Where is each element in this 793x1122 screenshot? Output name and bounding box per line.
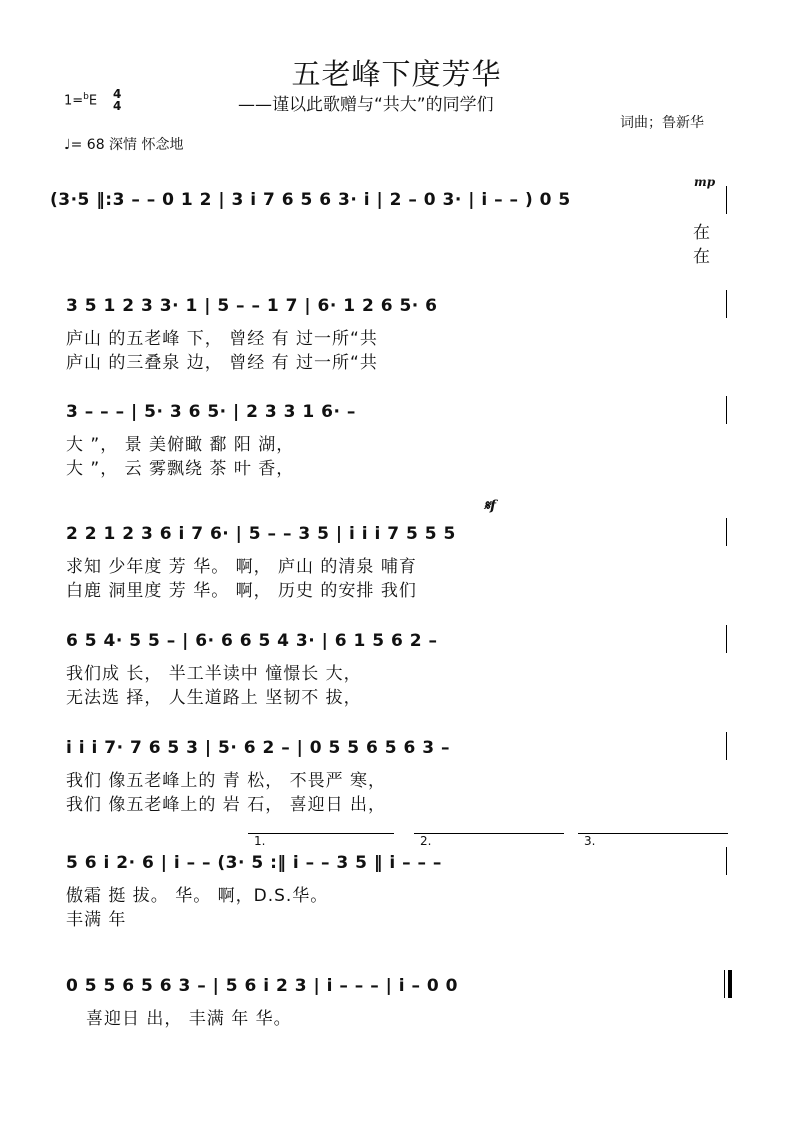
lyric-line-6a: 我们 像五老峰上的 青 松， 不畏严 寒， [66,771,387,791]
flat-sign: b [83,92,89,102]
lyric-line-6b: 我们 像五老峰上的 岩 石， 喜迎日 出， [66,795,387,815]
composer-credit: 词曲；鲁新华 [620,115,704,131]
barline [726,847,727,875]
notation-line-7: 5 6 i 2· 6 | i – – (3· 5 :‖ i – – 3 5 ‖ i – – – [66,853,442,873]
segno-forte-mark: 𝄋f [484,498,497,514]
barline [726,186,727,214]
lyric-line-7a: 傲霜 挺 拔。 华。 啊，D.S.华。 [66,886,329,906]
notation-line-5: 6 5 4· 5 5 – | 6· 6 6 5 4 3· | 6 1 5 6 2 – [66,631,438,651]
volta-bracket-1 [248,833,394,834]
song-subtitle: ——谨以此歌赠与“共大”的同学们 [238,95,494,115]
lyric-line-8: 喜迎日 出， 丰满 年 华。 [86,1009,292,1029]
lyric-line-7b: 丰满 年 [66,910,127,930]
notation-line-1: (3·5 ‖:3 – – 0 1 2 | 3 i 7 6 5 6 3· i | 2 – 0 3· | i – – ) 0 5 [50,190,571,210]
volta-label-3: 3. [584,834,596,848]
notation-line-6: i i i 7· 7 6 5 3 | 5· 6 2 – | 0 5 5 6 5 6 3 – [66,738,451,758]
notation-line-2: 3 5 1 2 3 3· 1 | 5 – – 1 7 | 6· 1 2 6 5· 6 [66,296,438,316]
final-barline-thick [728,970,732,998]
barline [726,625,727,653]
volta-bracket-3 [578,833,728,834]
barline [726,396,727,424]
lyric-line-2a: 庐山 的五老峰 下， 曾经 有 过一所“共 [66,329,378,349]
lyric-line-2b: 庐山 的三叠泉 边， 曾经 有 过一所“共 [66,353,378,373]
time-signature: 4 4 [113,87,122,113]
lyric-line-5b: 无法选 择， 人生道路上 坚韧不 拔， [66,688,362,708]
lyric-line-4a: 求知 少年度 芳 华。 啊， 庐山 的清泉 哺育 [66,557,417,577]
barline [726,732,727,760]
quarter-note-icon: ♩ [64,137,71,153]
barline [726,290,727,318]
notation-line-4: 2 2 1 2 3 6 i 7 6· | 5 – – 3 5 | i i i 7 5 5 5 [66,524,456,544]
barline [726,518,727,546]
key-signature: 1=$^b$E [64,92,98,109]
song-title: 五老峰下度芳华 [291,57,502,91]
dynamic-mp: mp [694,175,716,189]
notation-line-3: 3 – – – | 5· 3 6 5· | 2 3 3 1 6· – [66,402,356,422]
notation-line-8: 0 5 5 6 5 6 3 – | 5 6 i 2 3 | i – – – | i – 0 0 [66,976,459,996]
lyric-line-1b: 在 [693,247,711,267]
lyric-line-5a: 我们成 长， 半工半读中 憧憬长 大， [66,664,362,684]
lyric-line-3a: 大 ”， 景 美俯瞰 鄱 阳 湖， [66,435,295,455]
volta-label-1: 1. [254,834,266,848]
lyric-line-3b: 大 ”， 云 雾飘绕 茶 叶 香， [66,459,295,479]
tempo-marking: ♩= 68 深情 怀念地 [64,137,184,153]
final-barline-thin [724,970,725,998]
volta-label-2: 2. [420,834,432,848]
lyric-line-4b: 白鹿 洞里度 芳 华。 啊， 历史 的安排 我们 [66,581,417,601]
lyric-line-1a: 在 [693,223,711,243]
volta-bracket-2 [414,833,564,834]
